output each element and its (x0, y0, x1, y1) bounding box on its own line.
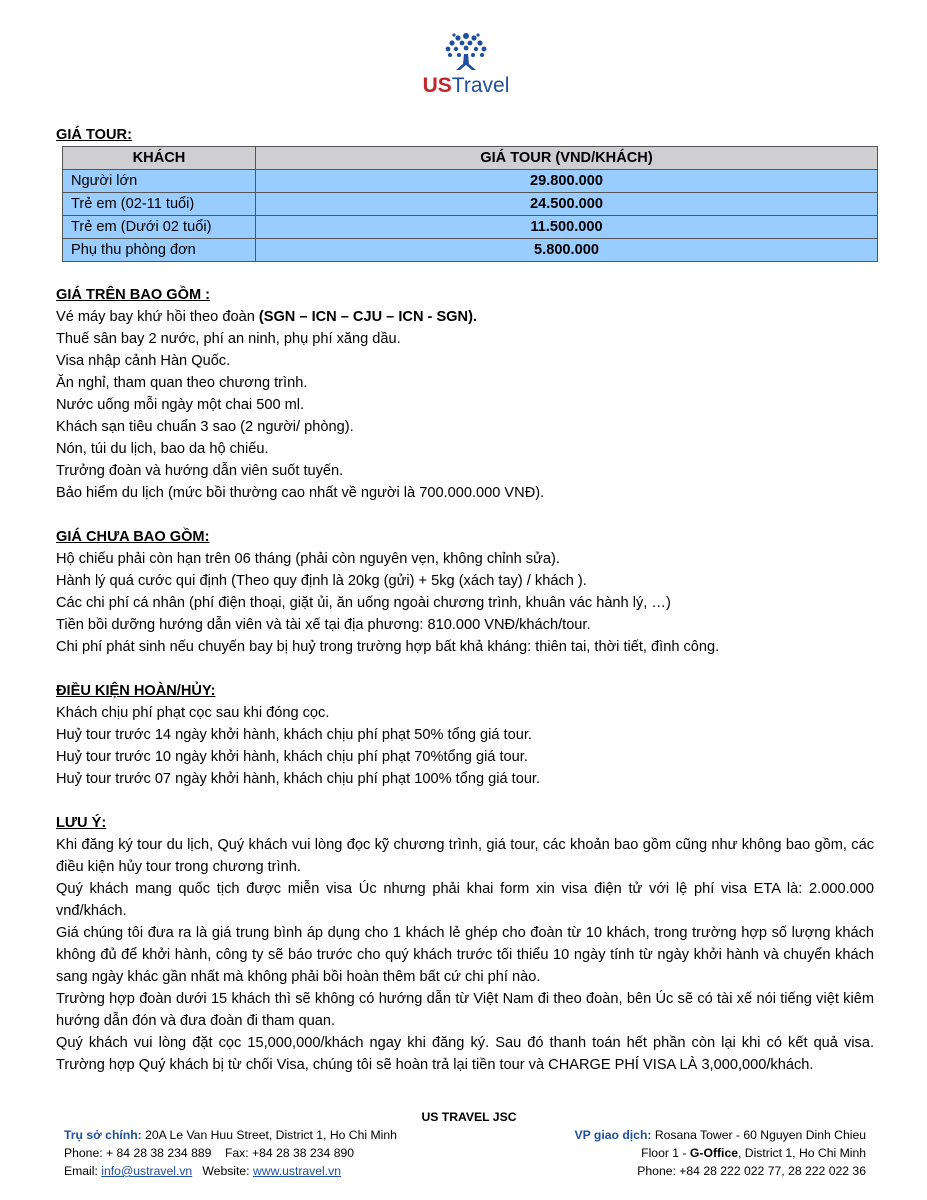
price-table (62, 146, 878, 262)
guest-price: 29.800.000 (256, 170, 878, 193)
excluded-heading: GIÁ CHƯA BAO GỒM: (56, 529, 210, 545)
list-item: Bảo hiểm du lịch (mức bồi thường cao nhất về người là 700.000.000 VNĐ). (56, 485, 545, 501)
hq-phone: Phone: + 84 28 38 234 889 Fax: +84 28 38 234 890 (64, 1146, 355, 1160)
us-travel-logo (416, 30, 516, 102)
logo-us-text: US (422, 74, 452, 97)
guest-type: Trẻ em (02-11 tuổi) (63, 193, 256, 216)
list-item: Huỷ tour trước 14 ngày khởi hành, khách chịu phí phạt 50% tổng giá tour. (56, 727, 532, 743)
price-heading: GIÁ TOUR: (56, 127, 132, 143)
guest-price: 5.800.000 (256, 239, 878, 262)
guest-type: Trẻ em (Dưới 02 tuổi) (63, 216, 256, 239)
logo-wordmark (416, 74, 516, 98)
list-item: Nước uống mỗi ngày một chai 500 ml. (56, 397, 305, 413)
table-row (63, 239, 878, 262)
price-table-header (63, 147, 878, 170)
company-name: US TRAVEL JSC (421, 1110, 517, 1124)
office-phone: Phone: +84 28 222 022 77, 28 222 022 36 (637, 1164, 866, 1178)
flight-route: (SGN – ICN – CJU – ICN - SGN). (258, 309, 477, 325)
list-item: Visa nhập cảnh Hàn Quốc. (56, 353, 231, 369)
note-paragraph: Quý khách vui lòng đặt cọc 15,000,000/khách ngay khi đăng ký. Sau đó thanh toán hết phần còn lại khi có kết quả visa. Trường hợp Quý khách bị từ chối Visa, chúng tôi sẽ hoàn trả lại tiền tour và CHARGE PHÍ VISA LÀ 3,000,000/khách. (56, 1035, 874, 1073)
tree-icon (438, 30, 494, 74)
col-price-header: GIÁ TOUR (VND/KHÁCH) (256, 147, 878, 170)
table-row (63, 193, 878, 216)
list-item: Trưởng đoàn và hướng dẫn viên suốt tuyến. (56, 463, 344, 479)
list-item: Tiền bồi dưỡng hướng dẫn viên và tài xế tại địa phương: 810.000 VNĐ/khách/tour. (56, 617, 591, 633)
guest-type: Phụ thu phòng đơn (63, 239, 256, 262)
headquarters-info (56, 1126, 397, 1180)
website-link[interactable]: www.ustravel.vn (252, 1164, 342, 1178)
list-item: Hành lý quá cước qui định (Theo quy định là 20kg (gửi) + 5kg (xách tay) / khách ). (56, 573, 587, 589)
table-row (63, 170, 878, 193)
office-info (574, 1126, 874, 1180)
list-item: Khách sạn tiêu chuẩn 3 sao (2 người/ phòng). (56, 419, 354, 435)
notes-heading: LƯU Ý: (56, 815, 107, 831)
note-paragraph: Khi đăng ký tour du lịch, Quý khách vui lòng đọc kỹ chương trình, giá tour, các khoản bao gồm cũng như không bao gồm, các điều kiện hủy tour trong chương trình. (56, 837, 874, 875)
logo-travel-text: Travel (451, 74, 510, 97)
list-item: Nón, túi du lịch, bao da hộ chiếu. (56, 441, 269, 457)
page-footer (56, 1108, 874, 1180)
list-item: Khách chịu phí phạt cọc sau khi đóng cọc. (56, 705, 330, 721)
website-label: Website: (192, 1164, 253, 1178)
note-paragraph: Quý khách mang quốc tịch được miễn visa Úc nhưng phải khai form xin visa điện tử với lệ phí visa ETA là: 2.000.000 vnđ/khách. (56, 881, 874, 919)
cancel-heading: ĐIỀU KIỆN HOÀN/HỦY: (56, 683, 216, 699)
guest-type: Người lớn (63, 170, 256, 193)
included-heading: GIÁ TRÊN BAO GỒM : (56, 287, 211, 303)
list-item: Ăn nghỉ, tham quan theo chương trình. (56, 375, 308, 391)
main-content (56, 124, 874, 1076)
email-label: Email: (64, 1164, 102, 1178)
office-address: Rosana Tower - 60 Nguyen Dinh Chieu (651, 1128, 866, 1142)
note-paragraph: Giá chúng tôi đưa ra là giá trung bình áp dụng cho 1 khách lẻ ghép cho đoàn từ 10 khách, trong trường hợp số lượng khách không đủ để khởi hành, công ty sẽ báo trước cho quý khách trước tối thiểu 10 ngày tính từ ngày khởi hành và chuyển khách sang ngày khác gần nhất mà không phải bồi hoàn thêm bất cứ chi phí nào. (56, 925, 874, 985)
hq-label: Trụ sở chính: (64, 1128, 142, 1142)
office-label: VP giao dịch: (574, 1128, 652, 1142)
table-row (63, 216, 878, 239)
flight-text: Vé máy bay khứ hồi theo đoàn (56, 309, 259, 325)
col-guest-header: KHÁCH (63, 147, 256, 170)
list-item: Các chi phí cá nhân (phí điện thoại, giặt ủi, ăn uống ngoài chương trình, khuân vác hành lý, …) (56, 595, 671, 611)
list-item: Huỷ tour trước 10 ngày khởi hành, khách chịu phí phạt 70%tổng giá tour. (56, 749, 528, 765)
list-item: Thuế sân bay 2 nước, phí an ninh, phụ phí xăng dầu. (56, 331, 401, 347)
office-district: , District 1, Ho Chi Minh (738, 1146, 866, 1160)
list-item: Chi phí phát sinh nếu chuyến bay bị huỷ trong trường hợp bất khả kháng: thiên tai, thời tiết, đình công. (56, 639, 720, 655)
list-item (56, 306, 874, 328)
office-floor: Floor 1 - (641, 1146, 690, 1160)
list-item: Huỷ tour trước 07 ngày khởi hành, khách chịu phí phạt 100% tổng giá tour. (56, 771, 541, 787)
guest-price: 11.500.000 (256, 216, 878, 239)
list-item: Hộ chiếu phải còn hạn trên 06 tháng (phải còn nguyên vẹn, không chỉnh sửa). (56, 551, 560, 567)
guest-price: 24.500.000 (256, 193, 878, 216)
email-link[interactable]: info@ustravel.vn (101, 1164, 193, 1178)
office-floor-name: G-Office (689, 1146, 738, 1160)
note-paragraph: Trường hợp đoàn dưới 15 khách thì sẽ không có hướng dẫn từ Việt Nam đi theo đoàn, bên Úc sẽ có tài xế nói tiếng việt kiêm hướng dẫn đón và đưa đoàn đi tham quan. (56, 991, 874, 1029)
hq-address: 20A Le Van Huu Street, District 1, Ho Chi Minh (141, 1128, 397, 1142)
